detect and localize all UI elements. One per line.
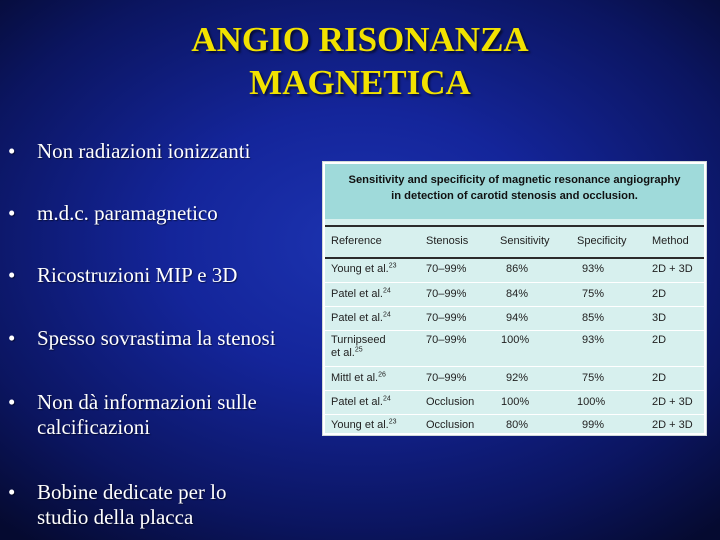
cell-stenosis: 70–99% — [426, 288, 467, 300]
cell-method: 2D + 3D — [652, 263, 693, 275]
bullet-item — [8, 480, 318, 530]
cell-specificity: 93% — [582, 334, 605, 346]
bullet-icon: • — [8, 139, 16, 163]
table-row — [325, 414, 704, 434]
bullet-text: Ricostruzioni MIP e 3D — [37, 263, 238, 287]
table-body — [325, 219, 704, 433]
cell-method: 3D — [652, 312, 667, 324]
cell-specificity: 99% — [582, 419, 605, 431]
cell-reference: Young et al.$^{23}$ — [331, 262, 397, 275]
cell-method: 2D — [652, 334, 667, 346]
cell-reference: Turnipseed et al.$^{25}$ — [331, 334, 386, 359]
bullet-text-line: Bobine dedicate per lo — [37, 480, 227, 504]
bullet-item — [8, 390, 318, 440]
cell-method: 2D — [652, 372, 667, 384]
table-row — [325, 366, 704, 389]
table-row — [325, 306, 704, 329]
bullet-icon: • — [8, 201, 16, 225]
cell-stenosis: 70–99% — [426, 334, 467, 346]
cell-specificity: 85% — [582, 312, 605, 324]
table-row — [325, 258, 704, 280]
cell-sensitivity: 100% — [501, 334, 530, 346]
cell-method: 2D — [652, 288, 667, 300]
cell-sensitivity: 100% — [501, 396, 530, 408]
bullet-text: Non radiazioni ionizzanti — [37, 139, 251, 163]
table-caption-line-2: in detection of carotid stenosis and occlusion. — [391, 190, 638, 202]
bullet-text: m.d.c. paramagnetico — [37, 201, 218, 225]
slide-title-line-1: ANGIO RISONANZA — [191, 20, 529, 59]
mra-table — [322, 161, 707, 436]
cell-stenosis: Occlusion — [426, 396, 475, 408]
column-header-reference: Reference — [331, 235, 382, 247]
cell-stenosis: 70–99% — [426, 263, 467, 275]
cell-method: 2D + 3D — [652, 396, 693, 408]
cell-reference: Mittl et al.$^{26}$ — [331, 371, 386, 384]
column-header-stenosis: Stenosis — [426, 235, 469, 247]
bullet-icon: • — [8, 326, 16, 350]
bullet-text-line: Non dà informazioni sulle — [37, 390, 257, 414]
table-row — [325, 390, 704, 413]
slide-title — [0, 18, 720, 104]
table-caption — [325, 164, 704, 219]
table-caption-line-1: Sensitivity and specificity of magnetic resonance angiography — [348, 174, 681, 186]
bullet-item — [8, 201, 318, 226]
column-header-sensitivity: Sensitivity — [500, 235, 550, 247]
cell-reference: Patel et al.$^{24}$ — [331, 287, 391, 300]
bullet-icon: • — [8, 390, 16, 414]
cell-specificity: 93% — [582, 263, 605, 275]
column-header-specificity: Specificity — [577, 235, 627, 247]
bullet-text — [37, 390, 318, 440]
bullet-text-line: calcificazioni — [37, 415, 151, 439]
cell-sensitivity: 86% — [506, 263, 529, 275]
cell-stenosis: 70–99% — [426, 312, 467, 324]
cell-reference: Young et al.$^{23}$ — [331, 418, 397, 431]
cell-method: 2D + 3D — [652, 419, 693, 431]
cell-reference: Patel et al.$^{24}$ — [331, 311, 391, 324]
cell-sensitivity: 92% — [506, 372, 529, 384]
bullet-item — [8, 139, 318, 164]
cell-specificity: 75% — [582, 372, 605, 384]
bullet-text-line: studio della placca — [37, 505, 194, 529]
bullet-item — [8, 263, 318, 288]
bullet-icon: • — [8, 480, 16, 504]
cell-specificity: 75% — [582, 288, 605, 300]
cell-stenosis: Occlusion — [426, 419, 475, 431]
bullet-item — [8, 326, 318, 351]
cell-sensitivity: 84% — [506, 288, 529, 300]
bullet-icon: • — [8, 263, 16, 287]
table-row — [325, 282, 704, 305]
bullet-text — [37, 480, 318, 530]
column-header-method: Method — [652, 235, 689, 247]
cell-reference: Patel et al.$^{24}$ — [331, 395, 391, 408]
cell-sensitivity: 80% — [506, 419, 529, 431]
bullet-text: Spesso sovrastima la stenosi — [37, 326, 276, 350]
table-row — [325, 330, 704, 365]
cell-specificity: 100% — [577, 396, 606, 408]
slide-title-line-2: MAGNETICA — [249, 63, 471, 102]
table-header-row — [325, 225, 704, 259]
cell-sensitivity: 94% — [506, 312, 529, 324]
cell-stenosis: 70–99% — [426, 372, 467, 384]
